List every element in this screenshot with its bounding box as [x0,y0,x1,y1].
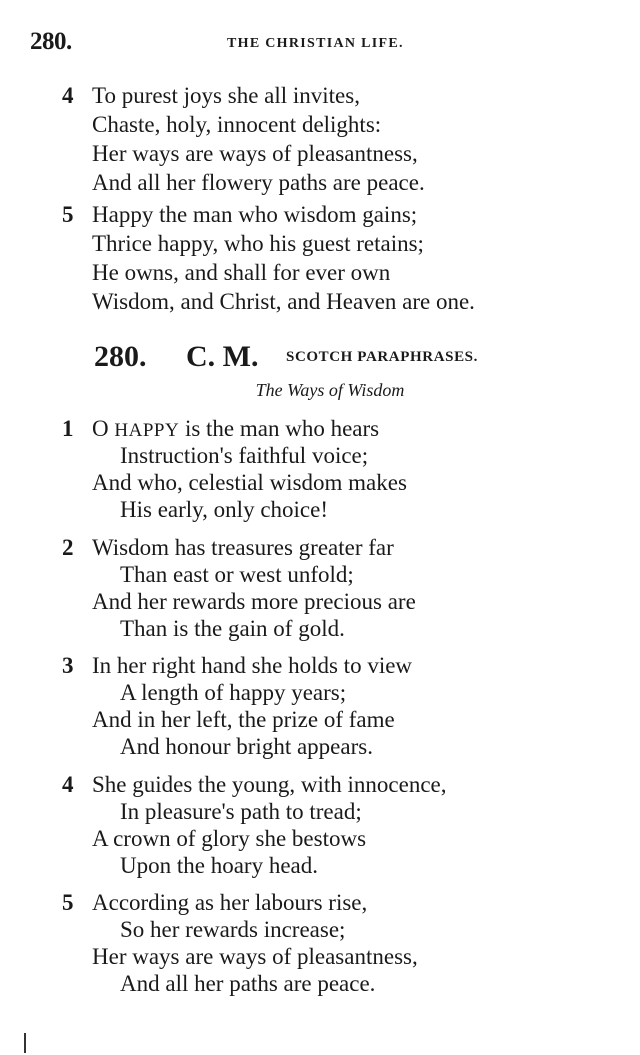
page-header [30,28,590,58]
hymn-number: 280. [94,340,147,373]
verse-line-first [92,417,379,440]
verse-line: Wisdom, and Christ, and Heaven are one. [92,289,475,314]
verse-line: In her right hand she holds to view [92,653,413,678]
verse-line: Her ways are ways of pleasantness, [92,944,418,969]
verse-line: And in her left, the prize of fame [92,707,395,732]
hymn-title: The Ways of Wisdom [255,380,405,400]
verse-line: Upon the hoary head. [120,853,318,878]
verse-line: To purest joys she all invites, [92,83,360,108]
hymn-meter: C. M. [186,340,259,373]
verse-line: Her ways are ways of pleasantness, [92,141,418,166]
verse-line: In pleasure's path to tread; [120,799,362,824]
hymn-heading [94,340,614,374]
verse-number: 4 [62,83,74,108]
verse-line: A crown of glory she bestows [92,826,367,851]
verse-line: And her rewards more precious are [92,589,416,614]
verse-line: She guides the young, with innocence, [92,772,447,797]
verse-number: 5 [62,202,74,227]
opening-rest: is the man who hears [179,416,380,441]
verse-number: 5 [62,890,74,915]
opening-smallcaps: HAPPY [114,420,180,441]
verse-line: Happy the man who wisdom gains; [92,202,418,227]
verse-line: And honour bright appears. [120,734,373,759]
verse-line: And all her flowery paths are peace. [92,170,425,195]
verse-line: His early, only choice! [120,497,328,522]
verse-line: Chaste, holy, innocent delights: [92,112,382,137]
hymn-source: SCOTCH PARAPHRASES. [286,349,478,365]
verse-number: 3 [62,653,74,678]
page-number: 280. [30,28,72,55]
verse-line: So her rewards increase; [120,917,346,942]
verse-line: And who, celestial wisdom makes [92,470,407,495]
verse-line: Thrice happy, who his guest retains; [92,231,424,256]
verse-line: Instruction's faithful voice; [120,443,369,468]
verse-line: And all her paths are peace. [120,971,376,996]
verse-number: 1 [62,416,74,441]
running-head: THE CHRISTIAN LIFE. [227,36,404,51]
margin-mark [24,1033,26,1053]
verse-line: Than is the gain of gold. [120,616,345,641]
verse-line: He owns, and shall for ever own [92,260,391,285]
verse-line: According as her labours rise, [92,890,368,915]
verse-line: Wisdom has treasures greater far [92,535,394,560]
verse-number: 4 [62,772,74,797]
verse-line: A length of happy years; [120,680,347,705]
verse-number: 2 [62,535,74,560]
opening-word: O [92,416,109,441]
verse-line: Than east or west unfold; [120,562,354,587]
